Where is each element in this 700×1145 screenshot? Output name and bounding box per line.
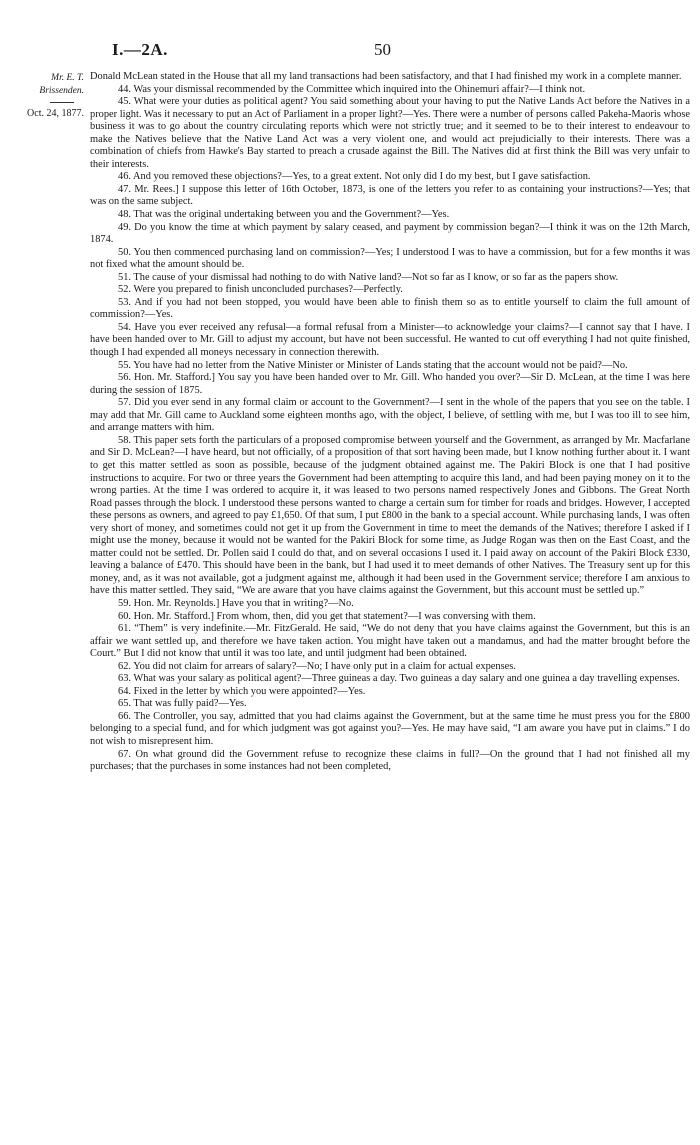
question-answer-paragraph: 65. That was fully paid?—Yes. (118, 698, 247, 710)
question-answer-paragraph: 47. Mr. Rees.] I suppose this letter of 16th October, 1873, is one of the letters you refer to as containing your instructions?—Yes; that was on the same subject. (90, 183, 690, 208)
question-answer-paragraph: 62. You did not claim for arrears of salary?—No; I have only put in a claim for actual expenses. (118, 660, 516, 672)
testimony-date: Oct. 24, 1877. (27, 108, 84, 119)
question-answer-paragraph: 58. This paper sets forth the particulars of a proposed compromise between yourself and the Government, as arranged by Mr. Macfarlane and Sir D. McLean?—I have heard, but not officially, of a proposition of that sort having been made, but I know nothing further about it. I want to get this matter settled as soon as possible, because of the judgment obtained against me. The Pakiri Block is one that I had positive instructions to acquire. For two or three years the Government had been attempting to acquire this land, and had been paying money on it to the wrong parties. At the time I was ordered to acquire it, it was leased to two persons named respectively Jones and Gibbons. The Great North Road passes through the block. I understood these persons wanted to charge a certain sum for timber for roads and bridges. However, I accepted these persons as owners, and agreed to pay £1,650. Of that sum, I put £800 in the bank to a special account. While purchasing lands, I was often very short of money, and sometimes could not get it up from the Government in time to meet the demands of the Natives; therefore I asked if I might use the money, because it would not be wanted for the Pakiri Block for some time, as Judge Rogan was then on the East Coast, and the matter could not be settled. Dr. Pollen said I could do that, and on several occasions I used it. I paid away on account of the Pakiri Block £330, leaving a balance of £470. This should have been in the bank, but I had used it to meet demands of other Natives. The Treasury sent up for this money, and, as it was not available, got a judgment against me, although it had been used in the Government service; therefore I am anxious to have this matter settled. They said, “We are aware that you have claims against the Government, but this account must be settled up.” (90, 434, 690, 597)
question-answer-paragraph: 51. The cause of your dismissal had nothing to do with Native land?—Not so far as I know, or so far as the papers show. (118, 271, 619, 283)
question-answer-paragraph: 46. And you removed these objections?—Yes, to a great extent. Not only did I do my best, but I gave satisfaction. (118, 171, 591, 183)
question-answer-paragraph: 59. Hon. Mr. Reynolds.] Have you that in writing?—No. (118, 597, 354, 609)
question-answer-paragraph: 60. Hon. Mr. Stafford.] From whom, then, did you get that statement?—I was conversing with them. (118, 610, 536, 622)
question-answer-paragraph: 64. Fixed in the letter by which you were appointed?—Yes. (118, 685, 366, 697)
page-header (0, 40, 700, 62)
question-answer-paragraph: 45. What were your duties as political agent? You said something about your having to put the Native Lands Act before the Natives in a proper light. Was it necessary to put an Act of Parliament in a proper light?—Yes. There were a number of persons called Pakeha-Maoris whose business it was to go about the country circulating reports which were not strictly true; and it seemed to be to their interest to endeavour to make the Natives believe that the Native Land Act was a very violent one, and would act prejudicially to their interests. There was a combination of chiefs from Hawke's Bay started to preach a crusade against the Bill. The Natives did at first think the Bill was very unfair to their interests. (90, 96, 690, 170)
question-answer-paragraph: 54. Have you ever received any refusal—a formal refusal from a Minister—to acknowledge your claims?—I cannot say that I have. I have been handed over to Mr. Gill to adjust my account, but have not been successful. He wanted to cut off everything I had not quite finished, though I had expended all moneys necessary in connection therewith. (90, 321, 690, 359)
question-answer-paragraph: 57. Did you ever send in any formal claim or account to the Government?—I sent in the whole of the papers that you see on the table. I may add that Mr. Gill came to Auckland some eighteen months ago, with the object, I believe, of settling with me, but I was too ill to see him, and arrange matters with him. (90, 397, 690, 434)
page-number: 50 (374, 40, 391, 59)
question-answer-paragraph: 61. “Them” is very indefinite.—Mr. FitzGerald. He said, “We do not deny that you have claims against the Government, but this is an affair we want settled up, and therefore we have taken action. You might have taken out a mandamus, and had the matter brought before the Court.” But I did not know that until it was too late, and until judgment had been obtained. (90, 623, 690, 660)
document-reference: I.—2A. (112, 40, 168, 59)
question-answer-paragraph: 53. And if you had not been stopped, you would have been able to finish them so as to entitle yourself to claim the full amount of commission?—Yes. (90, 296, 690, 321)
question-answer-paragraph: 55. You have had no letter from the Native Minister or Minister of Lands stating that the account would not be paid?—No. (118, 359, 628, 371)
question-answer-paragraph: 52. Were you prepared to finish unconcluded purchases?—Perfectly. (118, 284, 403, 296)
question-answer-paragraph: 63. What was your salary as political agent?—Three guineas a day. Two guineas a day salary and one guinea a day travelling expenses. (118, 673, 680, 685)
margin-divider (50, 102, 74, 103)
margin-note (24, 72, 84, 121)
question-answer-paragraph: 44. Was your dismissal recommended by the Committee which inquired into the Ohinemuri affair?—I think not. (118, 83, 586, 95)
witness-name: Mr. E. T. Brissenden. (39, 73, 84, 96)
question-answer-paragraph: 67. On what ground did the Government refuse to recognize these claims in full?—On the ground that I had not finished all my purchases; that the purchases in some instances had not been completed, (90, 748, 690, 773)
question-answer-paragraph: 50. You then commenced purchasing land on commission?—Yes; I understood I was to have a commission, but for a few months it was not fixed what the amount should be. (90, 246, 690, 271)
question-answer-paragraph: 56. Hon. Mr. Stafford.] You say you have been handed over to Mr. Gill. Who handed you over?—Sir D. McLean, at the time I was here during the session of 1875. (90, 372, 690, 396)
question-answer-paragraph: 48. That was the original undertaking between you and the Government?—Yes. (118, 209, 450, 221)
testimony-body (90, 71, 690, 774)
question-answer-paragraph: 49. Do you know the time at which payment by salary ceased, and payment by commission began?—I think it was on the 12th March, 1874. (90, 221, 690, 246)
question-answer-paragraph: 66. The Controller, you say, admitted that you had claims against the Government, but at the same time he must press you for the £800 belonging to a special fund, and for which judgment was got against you?—Yes. He may have said, “I am aware you have put in claims.” I do not wish to misrepresent him. (90, 710, 690, 747)
continuation-paragraph: Donald McLean stated in the House that all my land transactions had been satisfactory, and that I had finished my work in a complete manner. (90, 71, 682, 82)
